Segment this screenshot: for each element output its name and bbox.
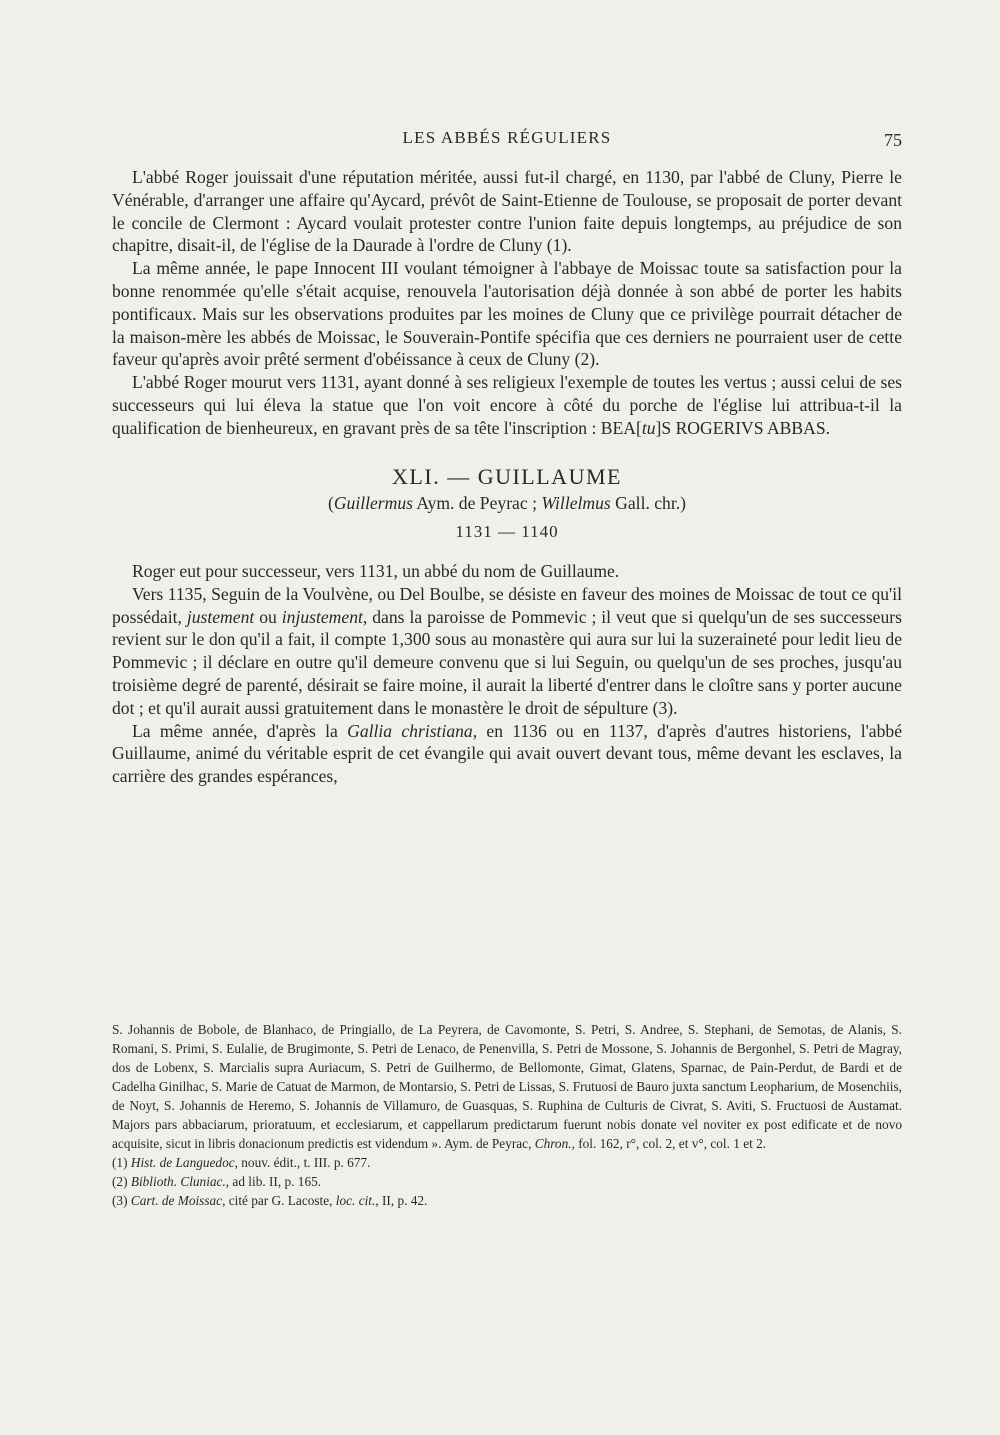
text-segment: Aym. de Peyrac ; [413,493,542,514]
paragraph-seguin [112,583,902,720]
italic-segment: Cart. de Moissac [130,1193,223,1208]
footnotes [112,1020,902,1210]
italic-segment: injustement [281,606,363,627]
text-segment: La même année, d'après la [132,720,348,741]
italic-segment: loc. cit. [335,1193,376,1208]
italic-segment: Gallia christiana [347,720,473,741]
footnote-continuation [112,1020,902,1153]
paragraph-successor: Roger eut pour successeur, vers 1131, un abbé du nom de Guillaume. [132,560,620,581]
text-segment: , cité par G. Lacoste, [222,1193,336,1208]
italic-segment: justement [186,606,255,627]
italic-segment: Willelmus [541,493,611,514]
paragraph-guillaume [112,720,902,788]
paragraph-roger-death [112,371,902,439]
footnote-number: (3) [112,1193,131,1208]
text-segment: S. Johannis de Bobole, de Blanhaco, de Pringiallo, de La Peyrera, de Cavomonte, S. Petri, S. Andree, S. Stephani, de Semotas, de Alanis, S. Romani, S. Primi, S. Eulalie, de Brugimonte, S. Petri de Lenaco, de Penenvilla, S. Petri de Mossone, S. Johannis de Bergonhel, S. Petri de Magray, dos de Lobenx, S. Marcialis supra Auriacum, S. Petri de Guilhermo, de Bellomonte, Gimat, Glatens, Sparnac, de Pain-Perdut, de Bardi et de Cadelha Ginilhac, S. Marie de Catuat de Marmon, de Montarsio, S. Petri de Lissas, S. Frutuosi de Bauro juxta sanctum Leopharium, de Mosenchiis, de Noyt, S. Johannis de Heremo, S. Johannis de Villamuro, de Guasquas, S. Ruphina de Culturis de Civrat, S. Aviti, S. Fructuosi de Austamat. Majors pars abbaciarum, prioratuum, et ecclesiarum, et cappellarum predictarum fuerunt nobis donate vel noviter ex post edificate et de novo acquisite, sicut in libris donacionum predictis est videndum ». Aym. de Peyrac, [112,1022,902,1151]
main-text [112,166,902,788]
italic-segment: Hist. de Languedoc [130,1155,235,1170]
footnote-number: (1) [112,1155,131,1170]
text-segment: ]S ROGERIVS ABBAS. [655,417,831,438]
footnote-2 [112,1172,902,1191]
paragraph-roger-reputation: L'abbé Roger jouissait d'une réputation méritée, aussi fut-il chargé, en 1130, par l'abbé de Cluny, Pierre le Vénérable, d'arranger une affaire qu'Aycard, prévôt de Saint-Etienne de Toulouse, se proposait de porter devant le concile de Clermont : Aycard voulait protester contre l'union faite depuis longtemps, au préjudice de son chapitre, disait-il, de l'église de la Daurade à l'ordre de Cluny (1). [112,167,902,256]
footnote-number: (2) [112,1174,131,1189]
paragraph-innocent-privilege: La même année, le pape Innocent III voulant témoigner à l'abbaye de Moissac toute sa satisfaction pour la bonne renommée qu'elle s'était acquise, renouvela l'autorisation déjà donnée à son abbé de porter les habits pontificaux. Mais sur les observations produites par les moines de Cluny que ce privilège pourrait détacher de la maison-mère les abbés de Moissac, le Souverain-Pontife spécifia que ces derniers ne pourraient user de cette faveur qu'après avoir prêté serment d'obéissance à ceux de Cluny (2). [112,258,902,370]
text-segment: , II, p. 42. [375,1193,428,1208]
text-segment: , dans la paroisse de Pommevic ; il veut que si quelqu'un de ses successeurs revient sur le don qu'il a fait, il compte 1,300 sous au monastère qui aura sur lui la suzeraineté pour ledit lieu de Pommevic ; il déclare en outre qu'il demeure convenu que si lui Seguin, ou quelqu'un de ses proches, jusqu'au troisième degré de parenté, désirait se faire moine, il aurait la liberté d'entrer dans le cloître sans y porter aucune dot ; et qu'il aurait aussi gratuitement dans le monastère le droit de sépulture (3). [112,606,902,718]
text-segment: , nouv. édit., t. III. p. 677. [234,1155,371,1170]
footnote-1 [112,1153,902,1172]
text-segment: , fol. 162, r°, col. 2, et v°, col. 1 et 2. [571,1136,767,1151]
section-subtitle [112,492,902,515]
italic-segment: Guillermus [333,493,413,514]
text-segment: , ad lib. II, p. 165. [225,1174,322,1189]
italic-segment: tu [641,417,656,438]
page-header [112,124,902,154]
text-segment: ou [254,606,282,627]
running-title: LES ABBÉS RÉGULIERS [402,128,612,147]
text-segment: Gall. chr.) [610,493,687,514]
text-segment: , en 1136 ou en 1137, d'après d'autres historiens, l'abbé Guillaume, animé du véritable esprit de cet évangile qui avait ouvert devant tous, même devant les esclaves, la carrière des grandes espérances, [112,720,902,787]
section-title: XLI. — GUILLAUME [392,463,622,489]
italic-segment: Chron. [534,1136,572,1151]
footnote-3 [112,1191,902,1210]
page-number: 75 [884,130,902,150]
text-segment: L'abbé Roger mourut vers 1131, ayant donné à ses religieux l'exemple de toutes les vertus ; aussi celui de ses successeurs qui lui éleva la statue que l'on voit encore à côté du porche de l'église lui attribua-t-il la qualification de bienheureux, en gravant près de sa tête l'inscription : BEA[ [112,372,902,438]
section-dates: 1131 — 1140 [455,522,559,542]
text-segment: ( [327,493,334,514]
italic-segment: Biblioth. Cluniac. [130,1174,226,1189]
text-segment: Vers 1135, Seguin de la Voulvène, ou Del Boulbe, se désiste en faveur des moines de Moissac de tout ce qu'il possédait, [112,583,902,627]
